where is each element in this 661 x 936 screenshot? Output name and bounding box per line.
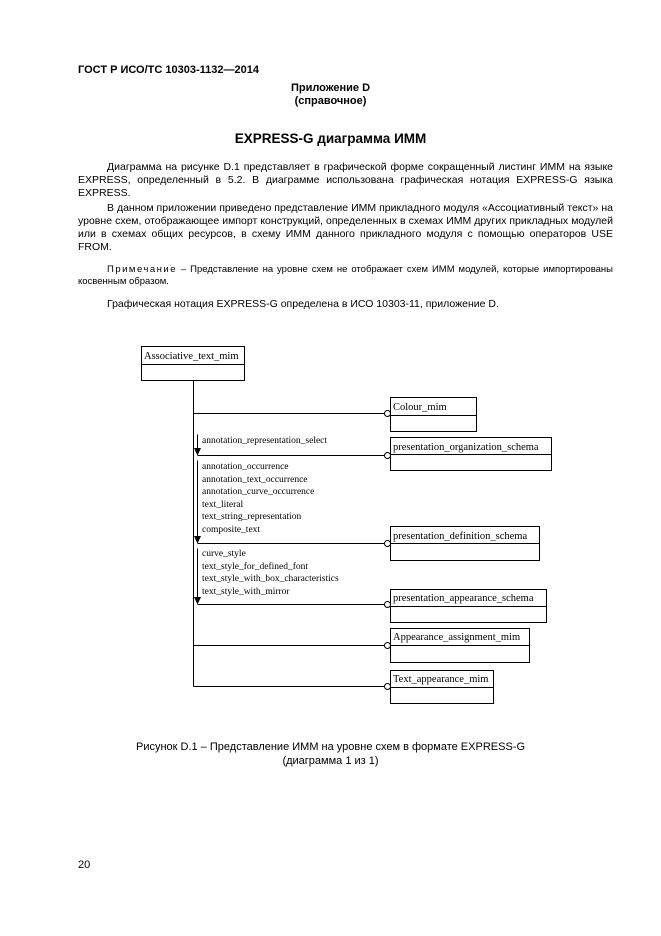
connector-end-organization	[385, 453, 391, 459]
import-item: annotation_curve_occurrence	[202, 487, 315, 497]
schema-label-appearance: presentation_appearance_schema	[393, 593, 534, 604]
schema-label-assignment: Appearance_assignment_mim	[393, 632, 521, 643]
annex-kind: (справочное)	[294, 95, 367, 107]
arrowhead-appearance	[194, 597, 201, 605]
import-item: text_style_with_box_characteristics	[202, 574, 339, 584]
section-title: EXPRESS-G диаграмма ИММ	[234, 131, 427, 146]
figure-caption: Рисунок D.1 – Представление ИММ на уровне схем в формате EXPRESS-G	[135, 741, 525, 753]
schema-label-definition: presentation_definition_schema	[393, 531, 528, 542]
schema-label-colour: Colour_mim	[393, 402, 447, 413]
standard-header: ГОСТ Р ИСО/ТС 10303-1132—2014	[78, 64, 259, 76]
paragraph-intro: Диаграмма на рисунке D.1 представляет в графической форме сокращенный листинг ИММ на языке EXPRESS, определенный в 5.2. В диаграмме использована графическая нотация EXPRESS-G языка EXPRESS.	[78, 161, 613, 199]
paragraph-notation: Графическая нотация EXPRESS-G определена в ИСО 10303-11, приложение D.	[107, 298, 499, 310]
main-schema-label: Associative_text_mim	[144, 351, 239, 362]
import-item: text_string_representation	[202, 512, 302, 522]
import-item: curve_style	[202, 549, 246, 559]
import-item: text_literal	[202, 500, 244, 510]
paragraph-description: В данном приложении приведено представление ИММ прикладного модуля «Ассоциативный текст» на уровне схем, отображающее импорт конструкций, определенных в схемах ИММ других прикладных модулей или в схемах общих ресурсов, в схему ИММ данного прикладного модуля с помощью операторов USE FROM.	[78, 202, 613, 253]
schema-label-organization: presentation_organization_schema	[393, 442, 539, 453]
schema-label-text-appearance: Text_appearance_mim	[393, 674, 489, 685]
import-item: annotation_representation_select	[202, 436, 328, 446]
connector-end-assignment	[385, 643, 391, 649]
arrowhead-organization	[194, 448, 201, 456]
connector-end-appearance	[385, 602, 391, 608]
import-item: composite_text	[202, 525, 261, 535]
note-label: Примечание	[107, 264, 177, 275]
import-item: annotation_text_occurrence	[202, 475, 308, 485]
connector-end-text-appearance	[385, 684, 391, 690]
import-item: text_style_with_mirror	[202, 587, 290, 597]
connector-end-colour	[385, 411, 391, 417]
page-number: 20	[78, 859, 91, 871]
connector-end-definition	[385, 541, 391, 547]
note-text: – Представление на уровне схем не отображает схем ИММ модулей, которые импортированы косвенным образом.	[78, 264, 613, 287]
import-item: annotation_occurrence	[202, 462, 289, 472]
figure-subcaption: (диаграмма 1 из 1)	[282, 755, 379, 767]
annex-title: Приложение D	[290, 82, 371, 94]
import-item: text_style_for_defined_font	[202, 562, 309, 572]
arrowhead-definition	[194, 536, 201, 544]
